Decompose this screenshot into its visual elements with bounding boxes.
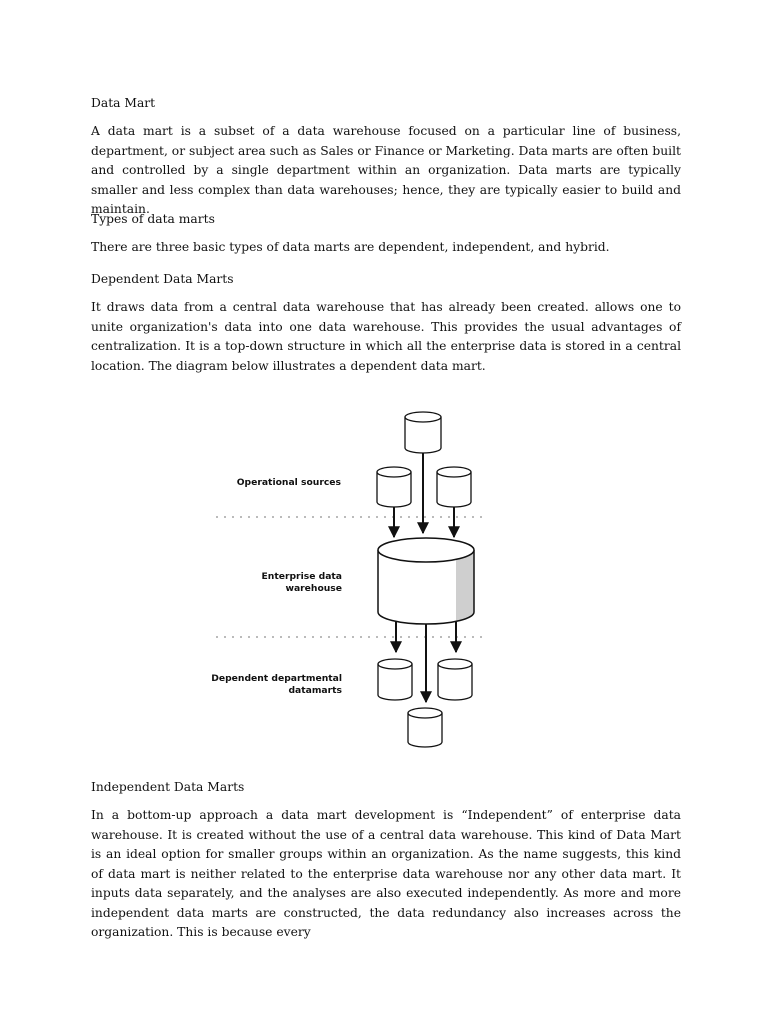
- doc-title: Data Mart: [91, 96, 156, 110]
- source-database-icon-left: [377, 467, 411, 507]
- label-warehouse-line2: warehouse: [285, 583, 342, 594]
- source-database-icon-top: [405, 412, 441, 453]
- datamart-database-icon-bottom: [408, 708, 442, 747]
- datamart-database-icon-left: [378, 659, 412, 700]
- dependent-heading: Dependent Data Marts: [91, 272, 234, 286]
- enterprise-warehouse-icon: [378, 538, 474, 624]
- independent-heading: Independent Data Marts: [91, 780, 245, 794]
- dependent-paragraph: It draws data from a central data warehouse that has already been created. allows one to unite organization's data into one data warehouse. This provides the usual advantages of centralization. It is a top-down structure in which all the enterprise data is stored in a central location. The diagram below illustrates a dependent data mart.: [91, 300, 681, 373]
- types-paragraph: There are three basic types of data marts are dependent, independent, and hybrid.: [91, 240, 610, 254]
- label-marts-line1: Dependent departmental: [211, 673, 342, 684]
- label-warehouse-line1: Enterprise data: [261, 571, 342, 582]
- label-marts-line2: datamarts: [288, 685, 342, 696]
- source-database-icon-right: [437, 467, 471, 507]
- datamart-database-icon-right: [438, 659, 472, 700]
- types-heading: Types of data marts: [91, 212, 215, 226]
- label-operational-sources: Operational sources: [236, 477, 341, 488]
- intro-paragraph: A data mart is a subset of a data warehouse focused on a particular line of business, department, or subject area such as Sales or Finance or Marketing. Data marts are often built and controlled by a single department within an organization. Data marts are typically smaller and less complex than data warehouses; hence, they are typically easier to build and maintain.: [91, 124, 681, 216]
- independent-paragraph: In a bottom-up approach a data mart development is “Independent” of enterprise data warehouse. It is created without the use of a central data warehouse. This kind of Data Mart is an ideal option for smaller groups within an organization. As the name suggests, this kind of data mart is neither related to the enterprise data warehouse nor any other data mart. It inputs data separately, and the analyses are also executed independently. As more and more independent data marts are constructed, the data redundancy also increases across the organization. This is because every: [91, 808, 681, 939]
